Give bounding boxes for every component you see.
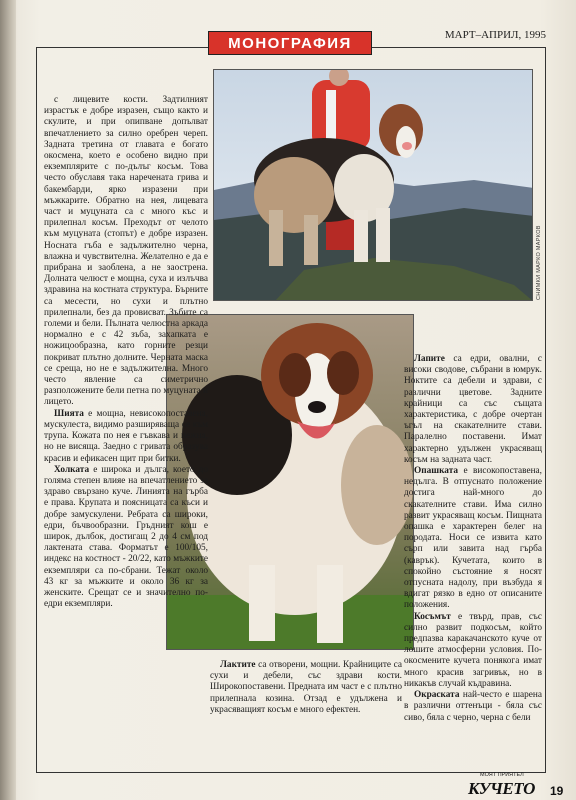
photo-credit: СНИМКИ МАРКО МАРКОВ	[536, 225, 542, 300]
photo-dog-with-man	[213, 69, 533, 301]
paragraph: с лицевите кости. Задтилният израстък е добре изразен, също както и скулите, и при опипване допълват впечатлението за силно оребрен череп. Задната третина от главата е богато окосмена, което е особено видно при екземплярите с по-дълъг косъм. Това често обуславя така наречената грива и бакембарди, ярко изразени при мъжкарите. Обратно на нея, лицевата част и муцуната са с много къс и прилепнал косъм. Преходът от челото към муцуната (стопът) е добре изразен. Носната гъба е задължително черна, влажна и чувствителна. Желателно е да е прибрана и заоблена, а не заострена. Долната челюст е мощна, суха и излъчва здравина на костната структура. Бърните са месести, но сухи и плътно прилепнали, без да провисват. Зъбите са големи и бели. Пълната челюстна аркада нормално е с 42 зъба, захапката е ножицообразна, като горните резци покриват плътно долните. Черната маска се среща, но не е задължителна. Много честo явление са симетрично разположените бели петна по муцуната и лицето.	[44, 95, 208, 408]
page-number: 19	[550, 784, 564, 798]
paragraph: Лактите са отворени, мощни. Крайниците са сухи и дебели, със здрави кости. Широкопоставени. Предната им част е с плътно прилепнала козина. Отзад е удължена и украсяващият косъм е много ефектен.	[210, 660, 402, 715]
issue-date: МАРТ–АПРИЛ, 1995	[444, 29, 546, 41]
photo-dog-with-man-image	[214, 70, 533, 301]
text-column-left	[44, 95, 208, 763]
text-column-right	[404, 354, 542, 774]
paragraph: Шията е мощна, невисокопоставена, мускулеста, видимо разширяваща се към трупа. Кожата по нея е гъвкава и нежна, но не висяща. Заедно с гривата образува красив и ефикасен щит при битки.	[44, 408, 208, 464]
paragraph: Лапите са едри, овални, с високи сводове, събрани в юмрук. Ноктите са дебели и здрави, с различни цветове. Задните крайници са със същата характеристика, с добре очертан ъгъл на скакателните стави. Паралелно поставени. Имат характерно удължен украсяващ косъм на задната част.	[404, 354, 542, 465]
magazine-logo-small: МОЯТ ПРИЯТЕЛ	[480, 772, 524, 778]
section-title: МОНОГРАФИЯ	[208, 31, 372, 55]
paragraph: Опашката е високопоставена, недълга. В отпуснато положение достига най-много до скакателните стави. Има силно развит украсяващ косъм. Пищната опашка е характерен белег на породата. Носи се извита като сърп или завита над гърба (каврък). Кучетата, които в спокойно състояние я носят отпусната надолу, при възбуда я вдигат рязко в едно от описаните положения.	[404, 466, 542, 611]
paragraph: Холката е широка и дълга, което до голяма степен влияе на впечатлението за здраво свързано куче. Линията на гърба е права. Крупата и поясницата са къси и добре замускулени. Ребрата са широки, едри, бъчвообразни. Гръдният кош е широк, дълбок, достигащ 2 до 4 см под лактената става. Форматът е 100/105, индекс на костност - 20/22, като мъжките екземпляри са по-сбрани. Тежат около 43 кг за мъжките и около 36 кг за женските. Срещат се и значително по-едри екземпляри.	[44, 464, 208, 610]
page-spine-shadow	[0, 0, 16, 800]
paragraph: Косъмът е твърд, прав, със силно развит подкосъм, който предпазва каракачанското куче от лошите атмосферни условия. По-окосмените кучета понякога имат много красив загривък, но в никакъв случай къдравина.	[404, 611, 542, 689]
magazine-logo: КУЧЕТО	[468, 779, 535, 798]
paragraph: Окраската най-често е шарена в различни оттенъци - бяла със сиво, бяла с черно, черна с бели	[404, 690, 542, 723]
text-column-middle	[210, 660, 402, 770]
